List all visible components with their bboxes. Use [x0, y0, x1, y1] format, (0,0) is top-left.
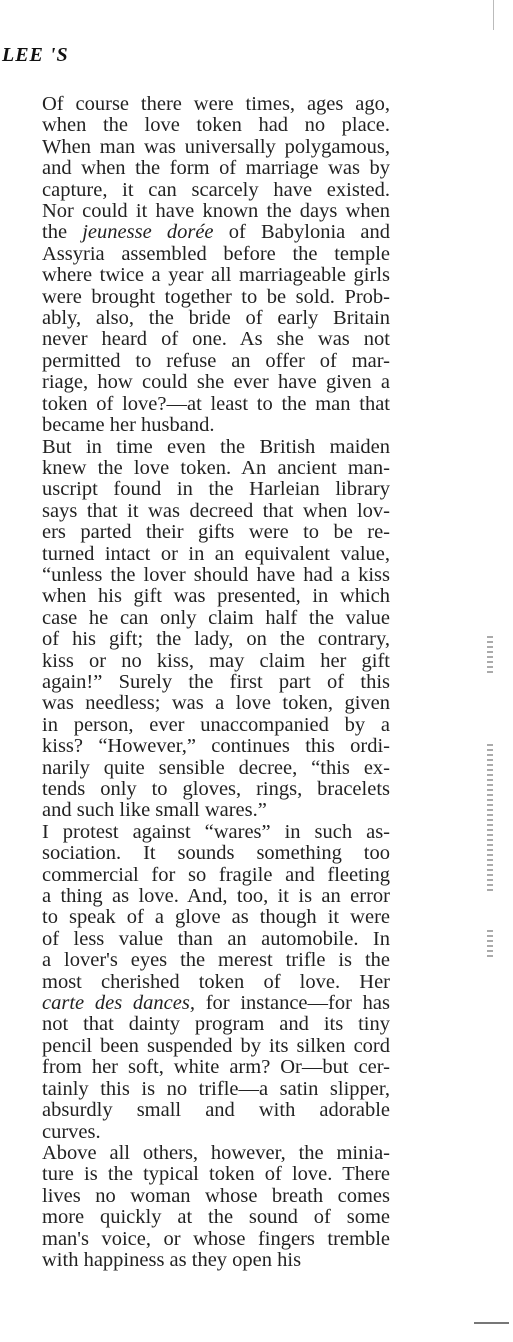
scan-mark [493, 0, 494, 30]
text-line: Above all others, however, the minia- [42, 1141, 390, 1164]
text-line: a thing as love. And, too, it is an error [42, 885, 390, 908]
text-line: Nor could it have known the days when [42, 200, 390, 223]
text-line: Assyria assembled before the temple [42, 242, 390, 265]
text-line: from her soft, white arm? Or—but cer- [42, 1056, 390, 1079]
text-line: token of love?—at least to the man that [42, 392, 390, 415]
text-line: most cherished token of love. Her [42, 970, 390, 993]
text-line: carte des dances, for instance—for has [42, 992, 390, 1015]
text-line: riage, how could she ever have given a [42, 371, 390, 394]
text-line: Of course there were times, ages ago, [42, 93, 390, 115]
text-line: But in time even the British maiden [42, 435, 390, 458]
text-line: tends only to gloves, rings, bracelets [42, 778, 390, 800]
text-line: became her husband. [42, 414, 215, 437]
text-line: kiss? “However,” continues this ordi- [42, 735, 390, 758]
text-line: I protest against “wares” in such as- [42, 820, 390, 843]
text-line: curves. [42, 1120, 101, 1143]
scan-artifact [487, 744, 493, 894]
text-line: tainly this is no trifle—a satin slipper, [42, 1077, 390, 1100]
text-line: lives no woman whose breath comes [42, 1184, 390, 1207]
text-line: ture is the typical token of love. There [42, 1163, 390, 1186]
text-line: “unless the lover should have had a kiss [42, 563, 390, 586]
text-line: kiss or no kiss, may claim her gift [42, 649, 390, 672]
text-line: capture, it can scarcely have existed. [42, 178, 390, 201]
text-line: ably, also, the bride of early Britain [42, 307, 390, 330]
paragraph [20, 437, 390, 822]
text-line: when the love token had no place. [42, 114, 390, 137]
text-line: in person, ever unaccompanied by a [42, 713, 390, 736]
text-line: of his gift; the lady, on the contrary, [42, 628, 390, 651]
text-line: commercial for so fragile and fleeting [42, 863, 390, 886]
text-line: turned intact or in an equivalent value, [42, 542, 390, 565]
text-line: where twice a year all marriageable girls [42, 264, 390, 287]
text-line: when his gift was presented, in which [42, 585, 390, 608]
text-line: absurdly small and with adorable [42, 1099, 390, 1122]
text-line: sociation. It sounds something too [42, 842, 390, 865]
text-line: of less value than an automobile. In [42, 927, 390, 950]
text-line: says that it was decreed that when lov- [42, 499, 390, 522]
text-line: ers parted their gifts were to be re- [42, 521, 390, 544]
text-line: the jeunesse dorée of Babylonia and [42, 221, 391, 244]
text-line: knew the love token. An ancient man- [42, 456, 390, 479]
paragraph [20, 94, 390, 437]
text-line: not that dainty program and its tiny [42, 1013, 390, 1036]
paragraph [20, 822, 390, 1143]
text-line: narily quite sensible decree, “this ex- [42, 756, 390, 779]
text-line: more quickly at the sound of some [42, 1206, 390, 1229]
text-line: never heard of one. As she was not [42, 328, 390, 351]
text-line: When man was universally polygamous, [42, 135, 390, 158]
paragraph [20, 1143, 390, 1271]
text-line: pencil been suspended by its silken cord [42, 1034, 390, 1057]
text-line: and when the form of marriage was by [42, 157, 390, 180]
text-line: a lover's eyes the merest trifle is the [42, 949, 390, 972]
text-line: man's voice, or whose fingers tremble [42, 1227, 390, 1250]
text-line: with happiness as they open his [42, 1248, 302, 1271]
text-line: case he can only claim half the value [42, 606, 390, 629]
text-line: uscript found in the Harleian library [42, 478, 390, 501]
article-body [20, 94, 390, 1271]
text-line: again!” Surely the first part of this [42, 670, 390, 693]
scan-artifact [487, 636, 493, 676]
scan-corner-mark [474, 1322, 509, 1324]
text-line: to speak of a glove as though it were [42, 906, 390, 929]
scan-artifact [487, 930, 493, 960]
text-line: was needless; was a love token, given [42, 692, 390, 715]
text-line: and such like small wares.” [42, 799, 267, 822]
text-line: permitted to refuse an offer of mar- [42, 349, 390, 372]
text-line: were brought together to be sold. Prob- [42, 285, 390, 308]
running-header: LEE 'S [2, 44, 69, 66]
